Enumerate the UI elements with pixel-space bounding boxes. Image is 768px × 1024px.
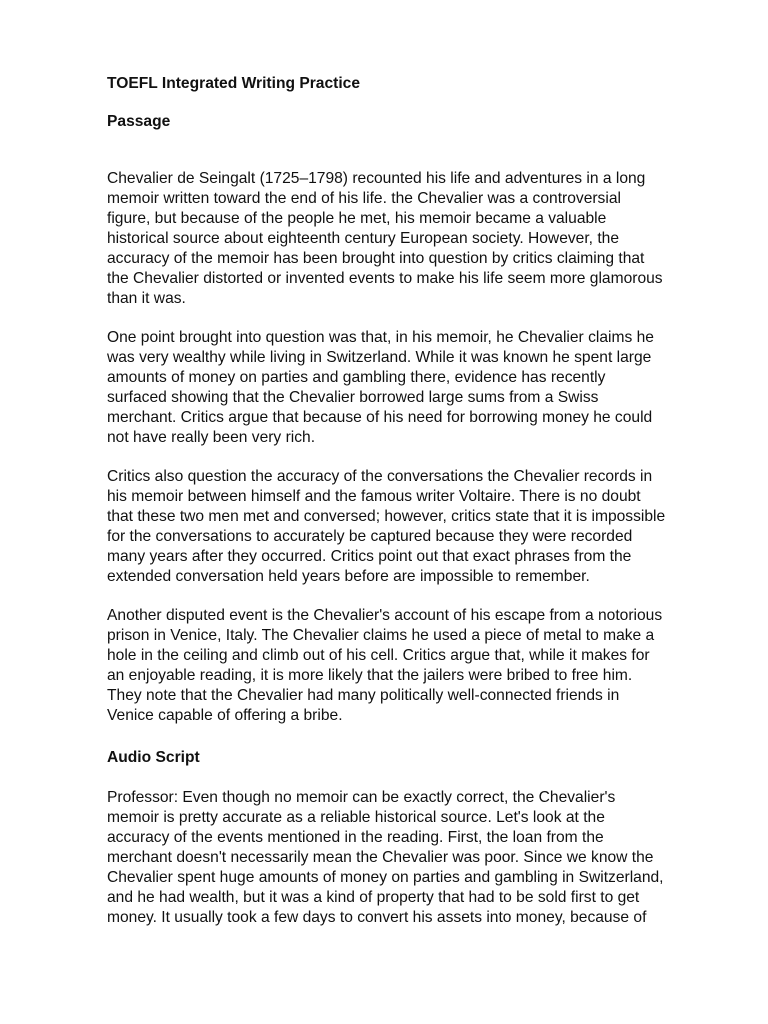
text-line: Professor: Even though no memoir can be exactly correct, the Chevalier's xyxy=(107,789,616,806)
audio-script-heading: Audio Script xyxy=(107,749,200,766)
text-line: merchant. Critics argue that because of his need for borrowing money he could xyxy=(107,409,653,426)
text-line: money. It usually took a few days to convert his assets into money, because of xyxy=(107,909,647,926)
passage-paragraph-1 xyxy=(107,169,717,309)
audio-script-body xyxy=(107,788,717,928)
text-line: prison in Venice, Italy. The Chevalier claims he used a piece of metal to make a xyxy=(107,627,655,644)
passage-paragraph-2 xyxy=(107,328,717,448)
text-line: not have really been very rich. xyxy=(107,429,316,446)
passage-paragraph-3 xyxy=(107,467,717,587)
text-line: Chevalier spent huge amounts of money on parties and gambling in Switzerland, xyxy=(107,869,664,886)
text-line: surfaced showing that the Chevalier borrowed large sums from a Swiss xyxy=(107,389,599,406)
text-line: memoir written toward the end of his life. the Chevalier was a controversial xyxy=(107,190,621,207)
text-line: figure, but because of the people he met, his memoir became a valuable xyxy=(107,210,607,227)
text-line: merchant doesn't necessarily mean the Chevalier was poor. Since we know the xyxy=(107,849,654,866)
text-line: an enjoyable reading, it is more likely that the jailers were bribed to free him. xyxy=(107,667,633,684)
text-line: amounts of money on parties and gambling there, evidence has recently xyxy=(107,369,606,386)
text-line: the Chevalier distorted or invented events to make his life seem more glamorous xyxy=(107,270,663,287)
text-line: many years after they occurred. Critics point out that exact phrases from the xyxy=(107,548,632,565)
text-line: Critics also question the accuracy of the conversations the Chevalier records in xyxy=(107,468,653,485)
text-line: for the conversations to accurately be captured because they were recorded xyxy=(107,528,633,545)
passage-body xyxy=(107,169,717,726)
text-line: Another disputed event is the Chevalier's account of his escape from a notorious xyxy=(107,607,663,624)
text-line: than it was. xyxy=(107,290,186,307)
audio-paragraph-1 xyxy=(107,788,717,928)
text-line: accuracy of the events mentioned in the reading. First, the loan from the xyxy=(107,829,604,846)
passage-paragraph-4 xyxy=(107,606,717,726)
text-line: his memoir between himself and the famous writer Voltaire. There is no doubt xyxy=(107,488,641,505)
text-line: was very wealthy while living in Switzerland. While it was known he spent large xyxy=(107,349,652,366)
text-line: and he had wealth, but it was a kind of property that had to be sold first to get xyxy=(107,889,640,906)
text-line: One point brought into question was that, in his memoir, he Chevalier claims he xyxy=(107,329,654,346)
text-line: Venice capable of offering a bribe. xyxy=(107,707,343,724)
text-line: extended conversation held years before are impossible to remember. xyxy=(107,568,590,585)
document-page xyxy=(107,74,717,947)
text-line: Chevalier de Seingalt (1725–1798) recounted his life and adventures in a long xyxy=(107,170,646,187)
passage-heading: Passage xyxy=(107,113,171,130)
text-line: They note that the Chevalier had many politically well-connected friends in xyxy=(107,687,620,704)
text-line: hole in the ceiling and climb out of his cell. Critics argue that, while it makes for xyxy=(107,647,650,664)
text-line: that these two men met and conversed; however, critics state that it is impossible xyxy=(107,508,666,525)
text-line: memoir is pretty accurate as a reliable historical source. Let's look at the xyxy=(107,809,605,826)
document-title: TOEFL Integrated Writing Practice xyxy=(107,75,361,92)
text-line: accuracy of the memoir has been brought into question by critics claiming that xyxy=(107,250,645,267)
text-line: historical source about eighteenth century European society. However, the xyxy=(107,230,620,247)
